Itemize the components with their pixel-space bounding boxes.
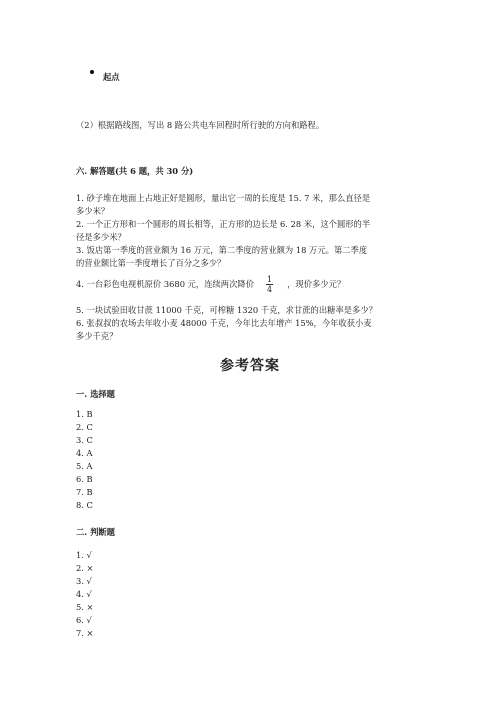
answers-section-1-list: [76, 408, 93, 512]
question-2-text: （2）根据路线图，写出 8 路公共电车回程时所行驶的方向和路程。: [76, 120, 325, 130]
answers-title: 参考答案: [220, 358, 280, 374]
problem-1-line-2: 多少米？: [76, 206, 110, 216]
fraction-one-quarter: [266, 275, 273, 294]
fraction-numerator: 1: [267, 275, 273, 284]
answer-item: 2. C: [76, 422, 93, 432]
fraction-denominator: 4: [267, 285, 273, 294]
answer-item: 6. √: [76, 615, 92, 625]
answer-item: 2. ×: [76, 563, 94, 573]
answer-item: 7. B: [76, 487, 93, 497]
problem-2-line-2: 径是多少米？: [76, 232, 126, 242]
answer-item: 5. A: [76, 461, 93, 471]
answer-item: 7. ×: [76, 628, 94, 638]
problem-3-line-2: 的营业额比第一季度增长了百分之多少？: [76, 258, 226, 268]
route-start-dot: [90, 70, 94, 74]
problem-6-line-1: 6. 张叔叔的农场去年收小麦 48000 千克，今年比去年增产 15%，今年收获小麦: [76, 318, 372, 328]
problem-6-line-2: 多少千克？: [76, 331, 118, 341]
problem-4: [76, 275, 345, 294]
answer-item: 3. √: [76, 576, 92, 586]
problem-3-line-1: 3. 饭店第一季度的营业额为 16 万元，第二季度的营业额为 18 万元。第二季度: [76, 245, 368, 255]
problem-2-line-1: 2. 一个正方形和一个圆形的周长相等，正方形的边长是 6. 28 米，这个圆形的半: [76, 219, 371, 229]
answers-section-1-heading: 一. 选择题: [76, 389, 115, 399]
problem-5: 5. 一块试验田收甘蔗 11000 千克，可榨糖 1320 千克，求甘蔗的出糖率是多少？: [76, 305, 377, 315]
answer-item: 8. C: [76, 500, 93, 510]
section-6-heading: 六. 解答题(共 6 题，共 30 分): [76, 166, 194, 176]
answer-item: 3. C: [76, 435, 93, 445]
start-label: 起点: [103, 72, 120, 82]
answer-item: 1. B: [76, 409, 93, 419]
answers-section-2-list: [76, 549, 94, 640]
answer-item: 4. √: [76, 589, 92, 599]
answer-item: 1. √: [76, 550, 92, 560]
answer-item: 5. ×: [76, 602, 94, 612]
answer-item: 4. A: [76, 448, 93, 458]
problem-1-line-1: 1. 砂子堆在地面上占地正好是圆形，量出它一周的长度是 15. 7 米，那么直径是: [76, 193, 371, 203]
answer-item: 6. B: [76, 474, 93, 484]
answers-section-2-heading: 二. 判断题: [76, 527, 115, 537]
problem-4-text-before: 4. 一台彩色电视机原价 3680 元，连续两次降价: [76, 279, 254, 289]
problem-list: [76, 192, 370, 270]
problem-4-text-after: ，现价多少元？: [287, 279, 346, 289]
problem-list-2: [76, 304, 377, 343]
